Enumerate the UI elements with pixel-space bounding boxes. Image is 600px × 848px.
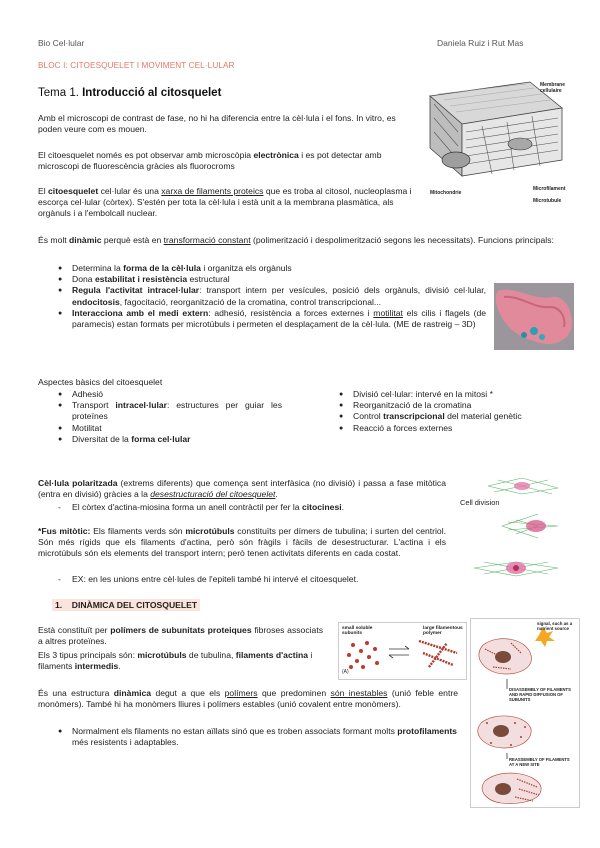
disassembly-label: DISASSEMBLY OF FILAMENTS AND RAPID DIFFUSION OF SUBUNITS	[509, 687, 571, 702]
functions-list	[72, 263, 486, 330]
function-item: ● Dona estabilitat i resistència estructural	[72, 274, 486, 285]
cell-division-label: Cell division	[460, 498, 500, 507]
epithelium-example: - EX: en les unions entre cèl·lules de l'epiteli també hi intervé el citoesquelet.	[72, 574, 452, 585]
membrane-label: Membrane cellulaire	[540, 82, 566, 94]
aspect-item: ● Control transcripcional del material genètic	[353, 411, 583, 422]
large-polymer-label: large filamentous polymer	[423, 626, 463, 636]
aspect-item: ● Adhesió	[72, 389, 282, 400]
header-left: Bio Cel·lular	[38, 38, 85, 48]
header-right: Daniela Ruiz i Rut Mas	[437, 38, 524, 48]
microtubule-label: Microtubule	[533, 198, 562, 204]
mitotic-spindle-paragraph: *Fus mitòtic: Els filaments verds són microtúbuls constituïts per dímers de tubulina; i surten del centriol. Són més rígids que els filaments d'actina, però són fràgils i fàcils de desestructurar. L'actina i els microtúbuls són els elements del transport intern; però tenen activitats diferents en cada costat.	[38, 526, 446, 559]
dynamic-structure-paragraph: És una estructura dinàmica degut a que els polímers que predominen són inestables (unió feble entre monòmers). També hi ha monòmers lliures i polímers estables (unió covalent entre monòmers).	[38, 688, 458, 710]
aspect-item: ● Reacció a forces externes	[353, 423, 583, 434]
actin-myosin-note: - El còrtex d'actina-miosina forma un anell contràctil per fer la citocinesi.	[72, 502, 452, 513]
types-paragraph: Els 3 tipus principals són: microtúbuls de tubulina, filaments d'actina i filaments intermedis.	[38, 650, 313, 672]
filament-dynamics-diagram	[470, 618, 580, 808]
panel-a-label: (A)	[342, 669, 349, 675]
aspects-left-list	[72, 389, 282, 445]
polarized-cell-paragraph: Cèl·lula polaritzada (extrems diferents) que comença sent interfàsica (no divisió) i passa a fase mitòtica (entra en divisió) gràcies a la desestructuració del citoesquelet.	[38, 478, 446, 500]
cell-division-figure	[458, 464, 576, 590]
mitochondria-label: Mitochondrie	[430, 190, 462, 196]
aspect-item: ● Diversitat de la forma cel·lular	[72, 434, 282, 445]
polymers-paragraph: Està constituït per polímers de subunitats proteiques fibroses associats a altres proteïnes.	[38, 625, 323, 647]
em-paragraph: El citoesquelet només es pot observar amb microscòpia electrònica i es pot detectar amb microscopi de fluorescència gràcies als fluorocroms	[38, 150, 382, 172]
function-item: ● Regula l'activitat intracel·lular: transport intern per vesícules, posició dels orgànuls, divisió cel·lular, endocitosis, fagocitació, reorganització de la cromatina, control transcripcional...	[72, 285, 486, 307]
intro-paragraph: Amb el microscopi de contrast de fase, no hi ha diferencia entre la cèl·lula i el fons. In vitro, es poden veure com es mouen.	[38, 113, 396, 135]
aspects-right-list	[353, 389, 583, 434]
section-1-heading: 1. DINÀMICA DEL CITOSQUELET	[52, 599, 200, 611]
aspect-item: ● Divisió cel·lular: intervé en la mitosi *	[353, 389, 583, 400]
microfilament-label: Microfilament	[533, 186, 566, 192]
aspect-item: ● Transport intracel·lular: estructures per guiar les proteïnes	[72, 400, 282, 422]
reassembly-label: REASSEMBLY OF FILAMENTS AT A NEW SITE	[509, 757, 570, 767]
protofilaments-list	[72, 726, 460, 748]
aspects-title: Aspectes bàsics del citoesquelet	[38, 377, 163, 387]
function-item: ● Interacciona amb el medi extern: adhesió, resistència a forces externes i motilitat els cilis i flagels (de paramecis) estan formats per microtúbuls i permeten el desplaçament de la cèl·lula. (ME de rastreig – 3D)	[72, 308, 486, 330]
section-title: BLOC I: CITOESQUELET I MOVIMENT CEL·LULAR	[38, 61, 235, 70]
aspect-item: ● Motilitat	[72, 423, 282, 434]
small-subunits-label: small soluble subunits	[342, 626, 373, 636]
dynamic-paragraph: És molt dinàmic perquè està en transformació constant (polimerització i despolimerització segons les necessitats). Funcions principals:	[38, 235, 554, 245]
signal-label: signal, such as a nutrient source	[537, 621, 573, 631]
definition-paragraph: El citoesquelet cel·lular és una xarxa de filaments proteics que es troba al citosol, nucleoplasma i escorça cel·lular (còrtex). S'estén per tota la cèl·lula i està unit a la membrana plasmàtica, als orgànuls i a l'embolcall nuclear.	[38, 186, 412, 219]
topic-title: Tema 1. Introducció al citosquelet	[38, 87, 222, 99]
protofilaments-item: ● Normalment els filaments no estan aïllats sinó que es troben associats formant molts protofilaments més resistents i adaptables.	[72, 726, 460, 748]
sem-cell-image	[494, 283, 574, 350]
subunits-diagram	[338, 622, 467, 680]
aspect-item: ● Reorganització de la cromatina	[353, 400, 583, 411]
function-item: ● Determina la forma de la cèl·lula i organitza els orgànuls	[72, 263, 486, 274]
